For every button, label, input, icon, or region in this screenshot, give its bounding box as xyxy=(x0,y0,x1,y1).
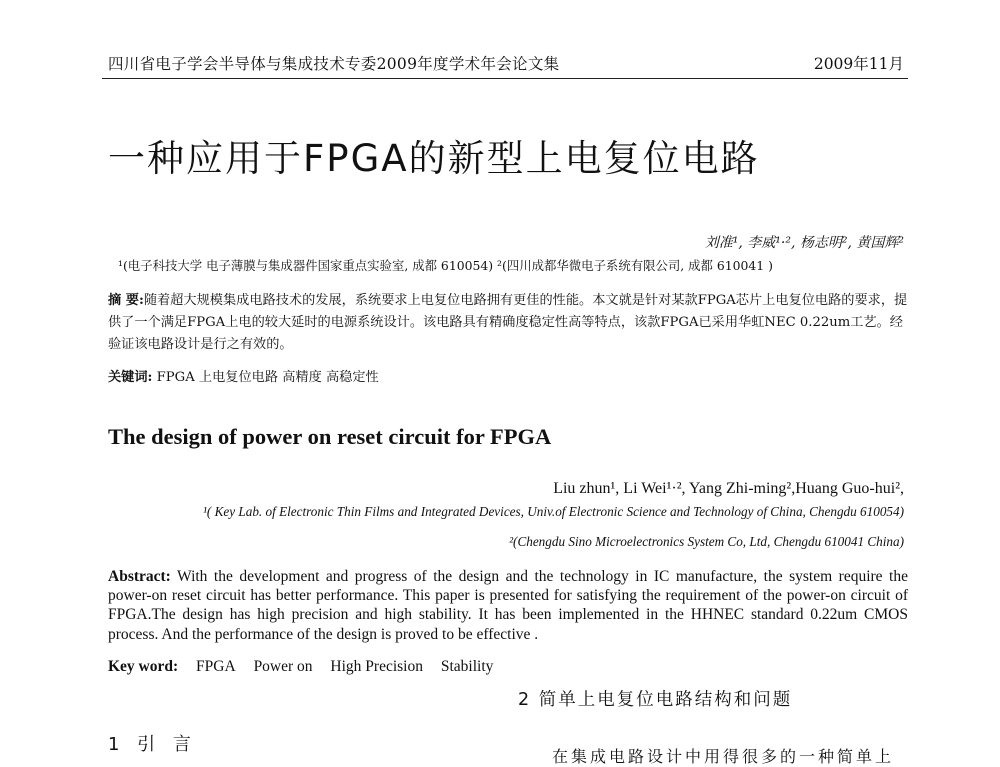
keywords-chinese xyxy=(108,366,379,385)
section-1-heading: 1 引 言 xyxy=(108,734,197,755)
keywords-english-label: Key word: xyxy=(108,658,179,675)
section-2-body-start: 在集成电路设计中用得很多的一种简单上 xyxy=(552,747,895,766)
keywords-chinese-text: FPGA 上电复位电路 高精度 高稳定性 xyxy=(156,370,379,385)
section-2-heading: 2 简单上电复位电路结构和问题 xyxy=(518,690,793,710)
issue-date: 2009年11月 xyxy=(813,55,904,73)
abstract-english-label: Abstract: xyxy=(108,568,171,585)
keyword-item: High Precision xyxy=(330,658,423,675)
keyword-item: Power on xyxy=(253,658,313,675)
abstract-chinese-text: 随着超大规模集成电路技术的发展，系统要求上电复位电路拥有更佳的性能。本文就是针对某款FPGA芯片上电复位电路的要求，提供了一个满足FPGA上电的较大延时的电源系统设计。该电路具有精确度稳定性高等特点，该款FPGA已采用华虹NEC 0.22um工艺。经验证该电路设计是行之有效的。 xyxy=(108,293,908,352)
abstract-english-text: With the development and progress of the design and the technology in IC manufacture, the system require the power-on reset circuit has better performance. This paper is presented for satisfying the requirement of the power-on circuit of FPGA.The design has high precision and high stability. It has been implemented in the HHNEC standard 0.22um CMOS process. And the performance of the design is proved to be effective . xyxy=(108,568,908,643)
title-english: The design of power on reset circuit for FPGA xyxy=(108,424,552,449)
keyword-item: Stability xyxy=(440,658,494,675)
authors-english: Liu zhun¹, Li Wei¹·², Yang Zhi-ming²,Huang Guo-hui², xyxy=(553,480,904,497)
abstract-chinese-label: 摘 要: xyxy=(108,293,144,308)
affiliation-english-1: ¹( Key Lab. of Electronic Thin Films and Integrated Devices, Univ.of Electronic Science and Technology of China, Chengdu 610054) xyxy=(202,504,904,519)
keywords-chinese-label: 关键词: xyxy=(108,370,153,385)
header-rule xyxy=(102,78,908,79)
affiliation-english-2: ²(Chengdu Sino Microelectronics System Co, Ltd, Chengdu 610041 China) xyxy=(509,534,904,549)
abstract-english xyxy=(108,567,908,644)
authors-chinese: 刘准¹, 李威¹·², 杨志明², 黄国辉² xyxy=(704,235,904,251)
affiliation-chinese: ¹(电子科技大学 电子薄膜与集成器件国家重点实验室, 成都 610054) ²(四川成都华微电子系统有限公司, 成都 610041 ) xyxy=(118,258,773,273)
journal-header: 四川省电子学会半导体与集成技术专委2009年度学术年会论文集 xyxy=(108,55,560,73)
keyword-item: FPGA xyxy=(196,658,236,675)
abstract-chinese xyxy=(108,290,908,356)
keywords-english xyxy=(108,658,507,676)
title-chinese: 一种应用于FPGA的新型上电复位电路 xyxy=(108,137,760,180)
